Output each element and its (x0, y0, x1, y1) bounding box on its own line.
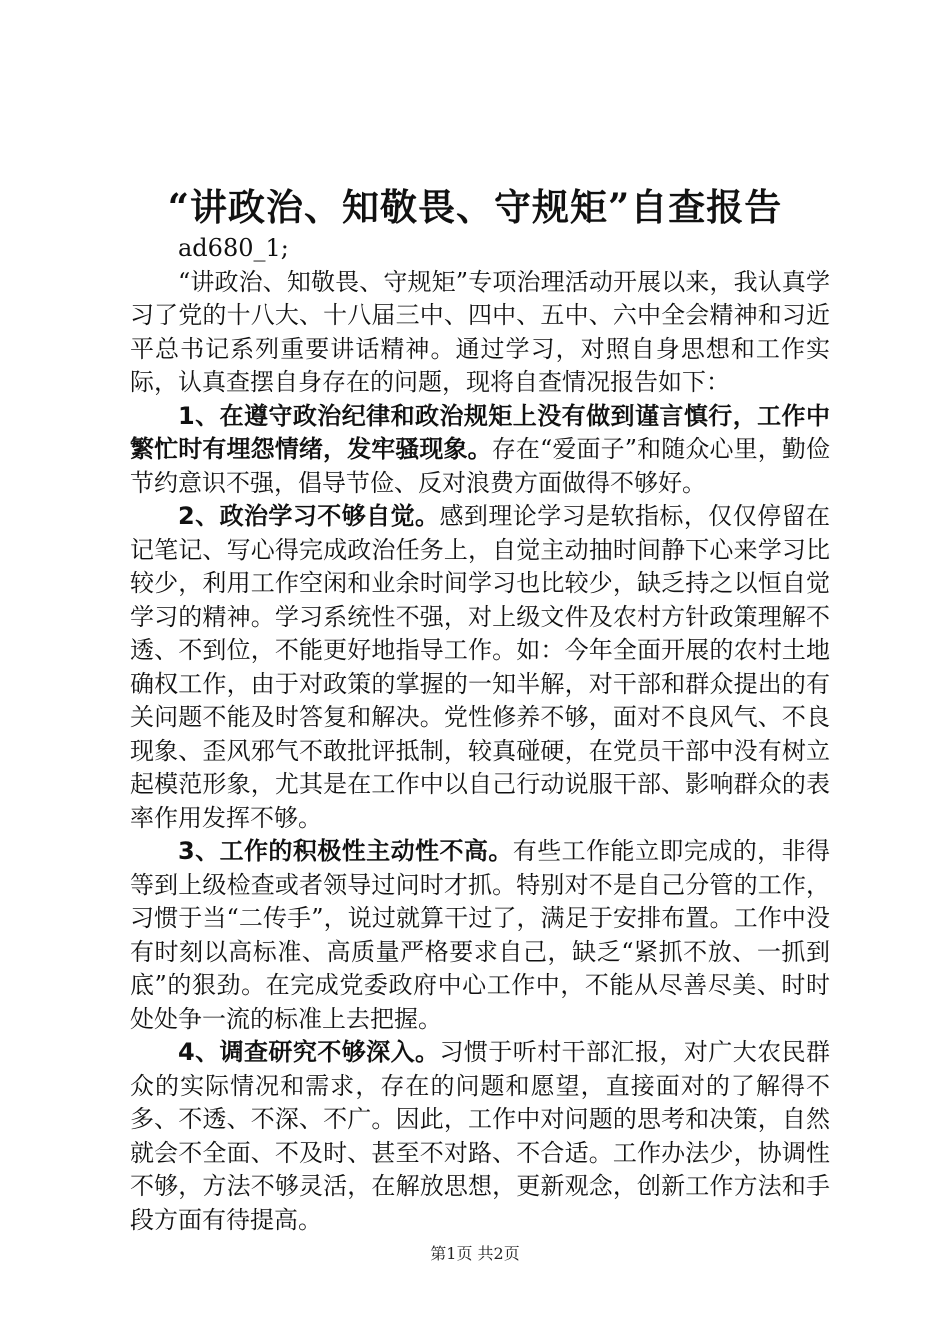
item-heading-4: 4、调查研究不够深入。 (178, 1038, 440, 1066)
item-text-3: 有些工作能立即完成的，非得等到上级检查或者领导过问时才抓。特别对不是自己分管的工作，习惯于当“二传手”，说过就算干过了，满足于安排布置。工作中没有时刻以高标准、高质量严格要求自己，缺乏“紧抓不放、一抓到底”的狠劲。在完成党委政府中心工作中，不能从尽善尽美、时时处处争一流的标准上去把握。 (130, 837, 830, 1033)
item-heading-3: 3、工作的积极性主动性不高。 (178, 837, 513, 865)
item-paragraph-1 (130, 400, 830, 501)
item-heading-1: 1、在遵守政治纪律和政治规矩上没有做到谨言慎行，工作中繁忙时有埋怨情绪，发牢骚现象。 (130, 401, 830, 463)
document-title: “讲政治、知敬畏、守规矩”自查报告 (167, 185, 783, 229)
item-paragraph-2 (130, 500, 830, 835)
document-body (130, 232, 830, 1237)
item-text-4: 习惯于听村干部汇报，对广大农民群众的实际情况和需求，存在的问题和愿望，直接面对的了解得不多、不透、不深、不广。因此，工作中对问题的思考和决策，自然就会不全面、不及时、甚至不对路、不合适。工作办法少，协调性不够，方法不够灵活，在解放思想，更新观念，创新工作方法和手段方面有待提高。 (130, 1038, 831, 1234)
item-text-1: 存在“爱面子”和随众心里，勤俭节约意识不强，倡导节俭、反对浪费方面做得不够好。 (130, 435, 831, 497)
item-text-2: 感到理论学习是软指标，仅仅停留在记笔记、写心得完成政治任务上，自觉主动抽时间静下心来学习比较少，利用工作空闲和业余时间学习也比较少，缺乏持之以恒自觉学习的精神。学习系统性不强，对上级文件及农村方针政策理解不透、不到位，不能更好地指导工作。如：今年全面开展的农村土地确权工作，由于对政策的掌握的一知半解，对干部和群众提出的有关问题不能及时答复和解决。党性修养不够，面对不良风气、不良现象、歪风邪气不敢批评抵制，较真碰硬，在党员干部中没有树立起模范形象，尤其是在工作中以自己行动说服干部、影响群众的表率作用发挥不够。 (130, 502, 831, 832)
item-heading-2: 2、政治学习不够自觉。 (178, 502, 440, 530)
page-number-footer: 第1页 共2页 (430, 1244, 520, 1263)
code-line: ad680_1; (178, 234, 289, 262)
item-paragraph-4 (130, 1036, 830, 1237)
intro-paragraph: “讲政治、知敬畏、守规矩”专项治理活动开展以来，我认真学习了党的十八大、十八届三中、四中、五中、六中全会精神和习近平总书记系列重要讲话精神。通过学习，对照自身思想和工作实际，认真查摆自身存在的问题，现将自查情况报告如下： (130, 267, 830, 396)
item-paragraph-3 (130, 835, 830, 1036)
